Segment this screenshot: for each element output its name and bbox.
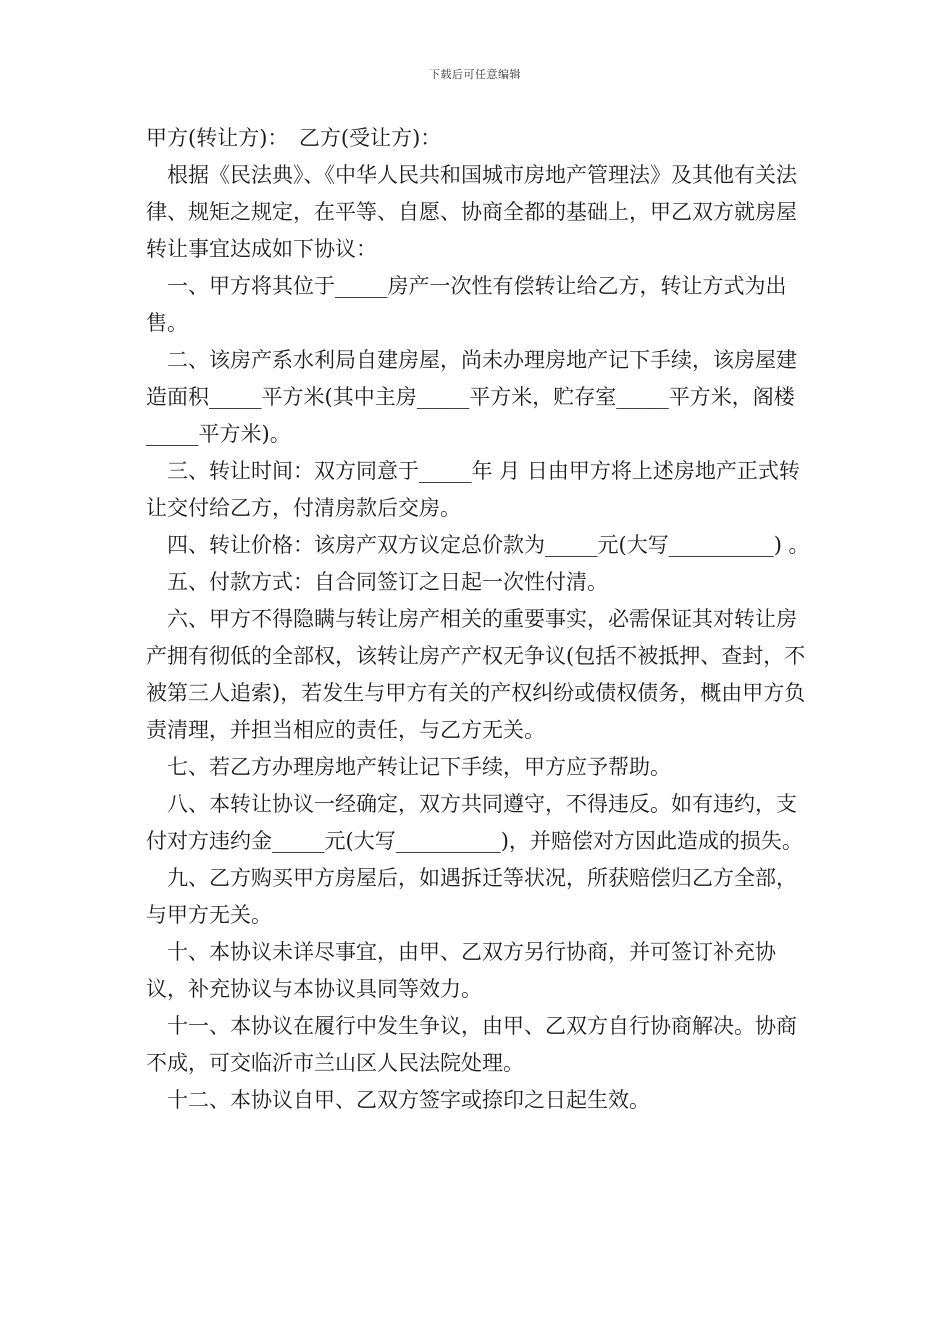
clause-12: 十二、本协议自甲、乙双方签字或捺印之日起生效。 bbox=[167, 1088, 650, 1112]
clause-8: 八、本转让协议一经确定，双方共同遵守，不得违反。如有违约，支付对方违约金_____元(大写__________)，并赔偿对方因此造成的损失。 bbox=[146, 792, 803, 853]
clause-3: 三、转让时间：双方同意于_____年 月 日由甲方将上述房地产正式转让交付给乙方，付清房款后交房。 bbox=[146, 459, 800, 520]
clause-10: 十、本协议未详尽事宜，由甲、乙双方另行协商，并可签订补充协议，补充协议与本协议具同等效力。 bbox=[146, 940, 776, 1001]
page-header-note: 下载后可任意编辑 bbox=[429, 68, 521, 81]
contract-body bbox=[146, 120, 814, 1119]
clause-4: 四、转让价格：该房产双方议定总价款为_____元(大写__________) 。 bbox=[167, 533, 810, 557]
clause-1: 一、甲方将其位于_____房产一次性有偿转让给乙方，转让方式为出售。 bbox=[146, 274, 787, 335]
parties-line: 甲方(转让方)： 乙方(受让方)： bbox=[146, 126, 442, 150]
clause-11: 十一、本协议在履行中发生争议，由甲、乙双方自行协商解决。协商不成，可交临沂市兰山区人民法院处理。 bbox=[146, 1014, 797, 1075]
clause-7: 七、若乙方办理房地产转让记下手续，甲方应予帮助。 bbox=[167, 755, 671, 779]
clause-2: 二、该房产系水利局自建房屋，尚未办理房地产记下手续，该房屋建造面积_____平方米(其中主房_____平方米，贮存室_____平方米，阁楼_____平方米)。 bbox=[146, 348, 797, 446]
clause-9: 九、乙方购买甲方房屋后，如遇拆迁等状况，所获赔偿归乙方全部，与甲方无关。 bbox=[146, 866, 797, 927]
preamble-paragraph: 根据《民法典》、《中华人民共和国城市房地产管理法》及其他有关法律、规矩之规定，在平等、自愿、协商全都的基础上，甲乙双方就房屋转让事宜达成如下协议： bbox=[146, 163, 797, 261]
clause-6: 六、甲方不得隐瞒与转让房产相关的重要事实，必需保证其对转让房产拥有彻低的全部权，该转让房产产权无争议(包括不被抵押、查封，不被第三人追索)，若发生与甲方有关的产权纠纷或债权债务，概由甲方负责清理，并担当相应的责任，与乙方无关。 bbox=[146, 607, 806, 742]
clause-5: 五、付款方式：自合同签订之日起一次性付清。 bbox=[167, 570, 608, 594]
